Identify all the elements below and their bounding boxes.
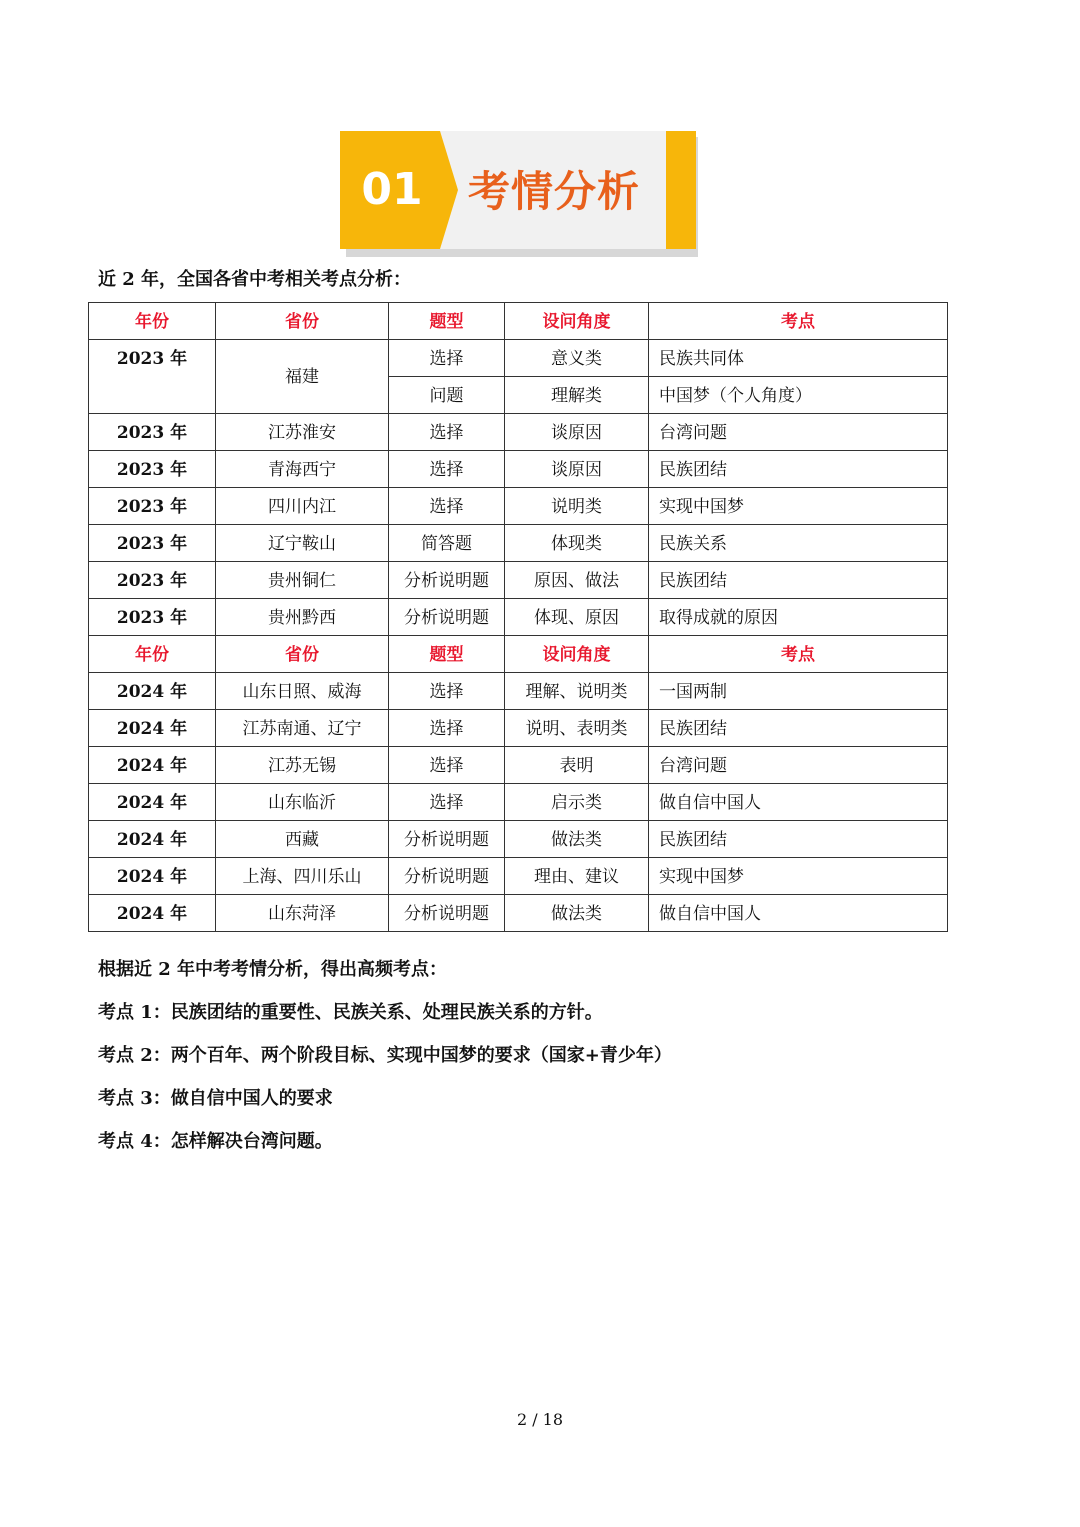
cell-point: 民族关系 <box>649 525 948 562</box>
key-point-1: 考点 1：民族团结的重要性、民族关系、处理民族关系的方针。 <box>98 1002 603 1023</box>
cell-year: 2023 年 <box>89 340 216 414</box>
table-row <box>89 562 948 599</box>
cell-province: 江苏无锡 <box>216 747 389 784</box>
cell-province: 江苏南通、辽宁 <box>216 710 389 747</box>
cell-type: 选择 <box>389 784 505 821</box>
cell-type: 分析说明题 <box>389 821 505 858</box>
cell-angle: 表明 <box>505 747 649 784</box>
table-row <box>89 710 948 747</box>
cell-province: 西藏 <box>216 821 389 858</box>
header-province: 省份 <box>216 636 389 673</box>
cell-point: 台湾问题 <box>649 747 948 784</box>
cell-type: 选择 <box>389 488 505 525</box>
cell-point: 做自信中国人 <box>649 895 948 932</box>
cell-province: 贵州铜仁 <box>216 562 389 599</box>
table-row <box>89 414 948 451</box>
cell-type: 分析说明题 <box>389 858 505 895</box>
key-point-2: 考点 2：两个百年、两个阶段目标、实现中国梦的要求（国家+青少年） <box>98 1045 672 1066</box>
cell-year: 2024 年 <box>89 710 216 747</box>
cell-type: 分析说明题 <box>389 562 505 599</box>
cell-angle: 谈原因 <box>505 451 649 488</box>
section-title: 考情分析 <box>468 167 641 216</box>
table-row <box>89 451 948 488</box>
table-row <box>89 858 948 895</box>
cell-point: 取得成就的原因 <box>649 599 948 636</box>
cell-point: 民族团结 <box>649 451 948 488</box>
cell-year: 2023 年 <box>89 599 216 636</box>
cell-angle: 原因、做法 <box>505 562 649 599</box>
header-province: 省份 <box>216 303 389 340</box>
cell-province: 贵州黔西 <box>216 599 389 636</box>
intro-text: 近 2 年，全国各省中考相关考点分析： <box>98 269 412 290</box>
cell-year: 2024 年 <box>89 821 216 858</box>
cell-type: 选择 <box>389 673 505 710</box>
cell-type: 问题 <box>389 377 505 414</box>
cell-point: 民族团结 <box>649 821 948 858</box>
key-point-4: 考点 4：怎样解决台湾问题。 <box>98 1131 333 1152</box>
cell-year: 2024 年 <box>89 895 216 932</box>
cell-type: 选择 <box>389 747 505 784</box>
page-number: 2 / 18 <box>516 1410 564 1429</box>
cell-year: 2024 年 <box>89 784 216 821</box>
cell-year: 2024 年 <box>89 747 216 784</box>
cell-year: 2023 年 <box>89 414 216 451</box>
header-angle: 设问角度 <box>505 303 649 340</box>
cell-angle: 说明、表明类 <box>505 710 649 747</box>
cell-point: 中国梦（个人角度） <box>649 377 948 414</box>
cell-year: 2023 年 <box>89 525 216 562</box>
summary-text: 根据近 2 年中考考情分析，得出高频考点： <box>98 959 448 980</box>
cell-province: 山东菏泽 <box>216 895 389 932</box>
table-row <box>89 821 948 858</box>
cell-angle: 做法类 <box>505 895 649 932</box>
cell-type: 分析说明题 <box>389 599 505 636</box>
table-row <box>89 747 948 784</box>
cell-angle: 理由、建议 <box>505 858 649 895</box>
cell-year: 2023 年 <box>89 488 216 525</box>
table-row <box>89 525 948 562</box>
table-header-row <box>89 636 948 673</box>
header-point: 考点 <box>649 303 948 340</box>
header-year: 年份 <box>89 636 216 673</box>
cell-province: 福建 <box>216 340 389 414</box>
table-row <box>89 784 948 821</box>
key-point-3: 考点 3：做自信中国人的要求 <box>98 1088 333 1109</box>
cell-angle: 意义类 <box>505 340 649 377</box>
cell-point: 做自信中国人 <box>649 784 948 821</box>
cell-province: 上海、四川乐山 <box>216 858 389 895</box>
cell-angle: 说明类 <box>505 488 649 525</box>
cell-angle: 启示类 <box>505 784 649 821</box>
cell-province: 江苏淮安 <box>216 414 389 451</box>
cell-year: 2024 年 <box>89 858 216 895</box>
exam-analysis-table <box>88 302 948 932</box>
section-banner <box>340 131 696 253</box>
cell-year: 2023 年 <box>89 451 216 488</box>
section-number: 01 <box>361 164 423 215</box>
cell-point: 实现中国梦 <box>649 488 948 525</box>
cell-province: 山东临沂 <box>216 784 389 821</box>
cell-angle: 理解、说明类 <box>505 673 649 710</box>
cell-angle: 体现、原因 <box>505 599 649 636</box>
header-year: 年份 <box>89 303 216 340</box>
cell-point: 一国两制 <box>649 673 948 710</box>
header-point: 考点 <box>649 636 948 673</box>
cell-point: 实现中国梦 <box>649 858 948 895</box>
header-angle: 设问角度 <box>505 636 649 673</box>
cell-point: 台湾问题 <box>649 414 948 451</box>
cell-point: 民族团结 <box>649 562 948 599</box>
header-type: 题型 <box>389 636 505 673</box>
table-header-row <box>89 303 948 340</box>
table-row <box>89 673 948 710</box>
table-row <box>89 599 948 636</box>
cell-point: 民族共同体 <box>649 340 948 377</box>
cell-type: 选择 <box>389 710 505 747</box>
cell-year: 2024 年 <box>89 673 216 710</box>
cell-angle: 体现类 <box>505 525 649 562</box>
cell-type: 选择 <box>389 340 505 377</box>
cell-angle: 谈原因 <box>505 414 649 451</box>
cell-province: 辽宁鞍山 <box>216 525 389 562</box>
cell-year: 2023 年 <box>89 562 216 599</box>
cell-type: 分析说明题 <box>389 895 505 932</box>
banner-arrow-notch <box>440 131 458 249</box>
cell-angle: 做法类 <box>505 821 649 858</box>
cell-province: 青海西宁 <box>216 451 389 488</box>
cell-point: 民族团结 <box>649 710 948 747</box>
cell-province: 山东日照、威海 <box>216 673 389 710</box>
table-row <box>89 340 948 377</box>
cell-type: 简答题 <box>389 525 505 562</box>
cell-angle: 理解类 <box>505 377 649 414</box>
cell-type: 选择 <box>389 451 505 488</box>
cell-province: 四川内江 <box>216 488 389 525</box>
table-row <box>89 488 948 525</box>
table-row <box>89 895 948 932</box>
cell-type: 选择 <box>389 414 505 451</box>
header-type: 题型 <box>389 303 505 340</box>
